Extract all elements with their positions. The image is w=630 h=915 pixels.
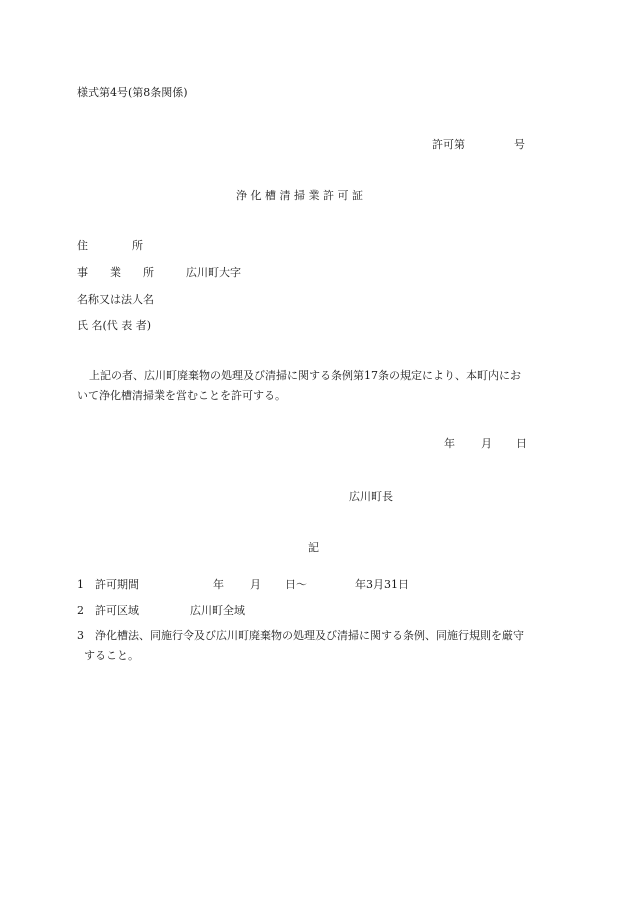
- item-2-number: 2: [77, 604, 84, 617]
- date-year: 年: [444, 437, 455, 450]
- item-1-day-from: 日〜: [285, 578, 307, 591]
- permit-number-suffix: 号: [514, 138, 525, 151]
- item-1-number: 1: [77, 578, 84, 591]
- item-2-value: 広川町全域: [190, 604, 245, 617]
- address-label: 住 所: [77, 239, 143, 252]
- body-text-line-2: いて浄化槽清掃業を営むことを許可する。: [77, 389, 286, 402]
- item-3-number: 3: [77, 629, 84, 642]
- office-value: 広川町大字: [186, 266, 241, 279]
- document-title: 浄 化 槽 清 掃 業 許 可 証: [236, 189, 363, 202]
- name-label: 名称又は法人名: [77, 293, 154, 306]
- date-day: 日: [516, 437, 527, 450]
- item-1-year: 年: [213, 578, 224, 591]
- representative-label: 氏 名(代 表 者): [77, 319, 152, 332]
- office-label: 事 業 所: [77, 266, 154, 279]
- ki-heading: 記: [308, 541, 319, 554]
- permit-number-prefix: 許可第: [432, 138, 465, 151]
- item-1-end-date: 年3月31日: [355, 578, 409, 591]
- body-text-line-1: 上記の者、広川町廃棄物の処理及び清掃に関する条例第17条の規定により、本町内にお: [89, 369, 521, 382]
- form-label: 様式第4号(第8条関係): [77, 86, 188, 99]
- date-month: 月: [481, 437, 492, 450]
- item-2-label: 許可区域: [95, 604, 139, 617]
- issuer: 広川町長: [349, 490, 393, 503]
- item-1-month: 月: [250, 578, 261, 591]
- item-3-line-1: 浄化槽法、同施行令及び広川町廃棄物の処理及び清掃に関する条例、同施行規則を厳守: [95, 629, 524, 642]
- item-1-label: 許可期間: [95, 578, 139, 591]
- item-3-line-2: すること。: [84, 649, 139, 662]
